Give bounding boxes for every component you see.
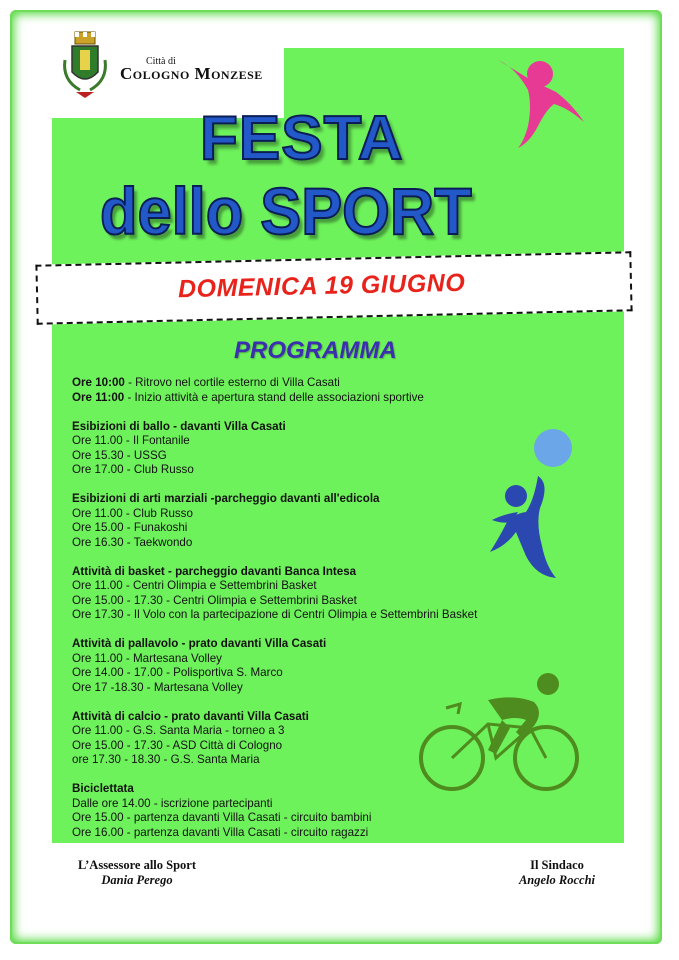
volleyball-player-icon [480,428,580,588]
schedule-line: Ore 11.00 - Centri Olimpia e Settembrini Basket [72,579,317,592]
title-line-2: dello SPORT [100,174,472,248]
cyclist-icon [418,668,584,798]
city-crest-icon [60,30,110,102]
signature-sindaco [490,852,624,894]
city-name: Cologno Monzese [120,64,263,83]
schedule-time: Ore 11:00 [72,390,125,404]
section-heading: Esibizioni di arti marziali -parcheggio davanti all'edicola [72,492,380,505]
schedule-line: Ore 11.00 - Club Russo [72,506,193,520]
city-label-small: Città di [146,56,176,67]
section-heading: Biciclettata [72,782,134,795]
schedule-line [72,391,592,406]
schedule-line: Ore 15.00 - 17.30 - ASD Città di Cologno [72,738,283,752]
dancer-figure-icon [488,46,598,156]
section-heading: Attività di pallavolo - prato davanti Villa Casati [72,637,327,650]
signature-name: Dania Perego [101,873,173,887]
signature-role: L’Assessore allo Sport [77,858,197,872]
signature-role: Il Sindaco [530,858,584,872]
intro-section [72,376,592,405]
signature-name: Angelo Rocchi [518,873,596,887]
signature-assessore [52,852,222,894]
schedule-line: Ore 11.00 - Martesana Volley [72,651,222,665]
schedule-line: Ore 11.00 - G.S. Santa Maria - torneo a 3 [72,724,285,737]
schedule-line: ore 17.30 - 18.30 - G.S. Santa Maria [72,753,260,766]
section-heading: Attività di basket - parcheggio davanti Banca Intesa [72,564,357,578]
schedule-line: Ore 15.00 - partenza davanti Villa Casati - circuito bambini [72,811,372,824]
event-date: DOMENICA 19 GIUGNO [177,268,466,304]
schedule-line: Ore 14.00 - 17.00 - Polisportiva S. Marco [72,666,283,679]
program-title: PROGRAMMA [234,337,397,364]
schedule-line: Ore 15.30 - USSG [72,448,167,462]
schedule-line: Ore 11.00 - Il Fontanile [72,434,190,447]
schedule-text: - Inizio attività e apertura stand delle associazioni sportive [124,390,424,404]
schedule-line: Dalle ore 14.00 - iscrizione partecipanti [72,796,273,810]
schedule-time: Ore 10:00 [72,376,125,389]
schedule-line: Ore 16.30 - Taekwondo [72,535,193,549]
title-line-1: FESTA [200,104,404,173]
schedule-line: Ore 15.00 - 17.30 - Centri Olimpia e Settembrini Basket [72,593,357,607]
section-heading: Attività di calcio - prato davanti Villa Casati [72,709,309,723]
schedule-line [72,376,592,391]
schedule-line: Ore 17 -18.30 - Martesana Volley [72,680,243,694]
section-heading: Esibizioni di ballo - davanti Villa Casati [72,419,286,433]
schedule-line: Ore 16.00 - partenza davanti Villa Casati - circuito ragazzi [72,825,369,839]
schedule-line: Ore 15.00 - Funakoshi [72,521,188,534]
schedule-text: - Ritrovo nel cortile esterno di Villa Casati [124,376,340,389]
schedule-line: Ore 17.00 - Club Russo [72,463,194,476]
schedule-line: Ore 17.30 - Il Volo con la partecipazione di Centri Olimpia e Settembrini Basket [72,608,478,621]
